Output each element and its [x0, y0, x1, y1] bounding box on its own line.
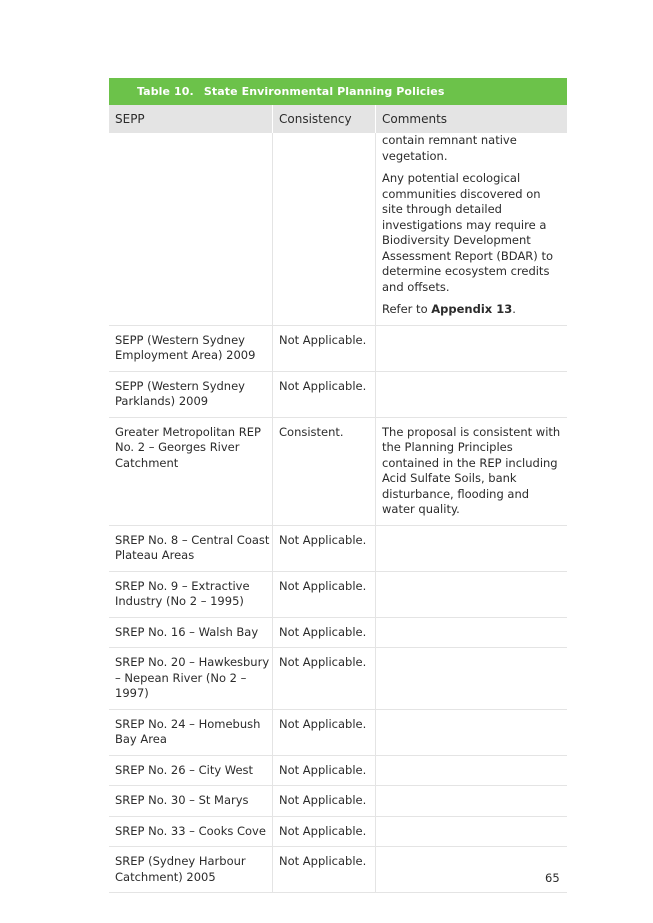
cell-comments [375, 572, 567, 617]
comment-reference [382, 302, 563, 318]
table-row [109, 326, 567, 372]
cell-comments [375, 847, 567, 892]
cell-consistency: Not Applicable. [272, 372, 375, 417]
cell-consistency: Not Applicable. [272, 756, 375, 786]
cell-consistency: Not Applicable. [272, 847, 375, 892]
table-row [109, 572, 567, 618]
cell-sepp: SREP No. 26 – City West [115, 762, 254, 777]
table-row [109, 618, 567, 649]
cell-consistency: Consistent. [272, 418, 375, 525]
cell-comments [375, 817, 567, 847]
cell-consistency: Not Applicable. [272, 648, 375, 709]
caption-title: State Environmental Planning Policies [203, 85, 445, 98]
cell-comments [375, 648, 567, 709]
cell-comments [375, 526, 567, 571]
header-comments: Comments [375, 105, 567, 133]
cell-consistency: Not Applicable. [272, 786, 375, 816]
table-row [109, 648, 567, 710]
cell-sepp: SREP No. 33 – Cooks Cove [115, 823, 266, 838]
cell-comments [375, 756, 567, 786]
cell-comments [375, 710, 567, 755]
cell-consistency: Not Applicable. [272, 710, 375, 755]
cell-sepp: SREP No. 8 – Central Coast Plateau Areas [115, 532, 270, 562]
table-header-row [109, 105, 567, 133]
table-row [109, 786, 567, 817]
appendix-reference: Appendix 13 [431, 302, 513, 316]
cell-sepp: SREP No. 30 – St Marys [115, 793, 249, 807]
table-row-continued [109, 133, 567, 326]
page-number: 65 [545, 871, 560, 885]
cell-sepp: SEPP (Western Sydney Parklands) 2009 [115, 378, 245, 408]
table-row [109, 756, 567, 787]
table-row [109, 526, 567, 572]
cell-consistency: Not Applicable. [272, 618, 375, 648]
reference-suffix: . [512, 302, 516, 316]
cell-consistency: Not Applicable. [272, 326, 375, 371]
cell-consistency: Not Applicable. [272, 817, 375, 847]
table-caption [109, 78, 567, 105]
table-row [109, 847, 567, 893]
cell-comments: The proposal is consistent with the Planning Principles contained in the REP including Acid Sulfate Soils, bank disturbance, flooding and water quality. [375, 418, 567, 525]
table-row [109, 418, 567, 526]
table-row [109, 817, 567, 848]
comment-paragraph: contain remnant native vegetation. [382, 133, 517, 163]
cell-comments [375, 326, 567, 371]
reference-prefix: Refer to [382, 302, 432, 316]
cell-sepp: SREP No. 16 – Walsh Bay [115, 624, 259, 639]
cell-comments [375, 372, 567, 417]
cell-sepp: SREP No. 24 – Homebush Bay Area [115, 716, 261, 746]
header-sepp: SEPP [115, 112, 145, 126]
sepp-table [109, 78, 567, 893]
cell-sepp: SREP No. 9 – Extractive Industry (No 2 – 1995) [115, 578, 250, 608]
cell-sepp: SREP (Sydney Harbour Catchment) 2005 [115, 854, 246, 884]
cell-comments [375, 133, 567, 325]
comment-paragraph: Any potential ecological communities discovered on site through detailed investigations may require a Biodiversity Development Assessment Report (BDAR) to determine ecosystem credits and offsets. [382, 171, 553, 294]
cell-comments [375, 618, 567, 648]
header-consistency: Consistency [272, 105, 375, 133]
cell-consistency: Not Applicable. [272, 572, 375, 617]
cell-sepp: SREP No. 20 – Hawkesbury – Nepean River (No 2 – 1997) [115, 655, 270, 700]
cell-consistency [272, 133, 375, 325]
table-row [109, 372, 567, 418]
cell-sepp: SEPP (Western Sydney Employment Area) 2009 [115, 332, 256, 362]
cell-sepp: Greater Metropolitan REP No. 2 – Georges River Catchment [115, 424, 261, 470]
cell-sepp [109, 133, 272, 325]
cell-comments [375, 786, 567, 816]
cell-consistency: Not Applicable. [272, 526, 375, 571]
caption-number: Table 10. [137, 85, 194, 98]
table-body [109, 326, 567, 894]
table-row [109, 710, 567, 756]
